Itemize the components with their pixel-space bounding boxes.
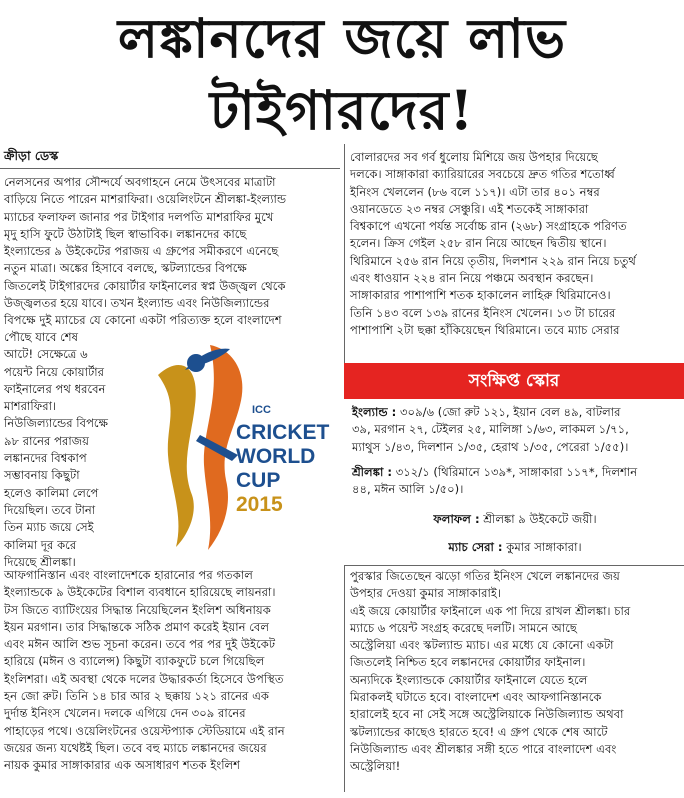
article-line: এই জয়ে কোয়ার্টার ফাইনালে এক পা দিয়ে রাখল শ্রীলঙ্কা। চার <box>350 603 631 618</box>
headline-line-1: লঙ্কানদের জয়ে লাভ <box>117 6 567 70</box>
article-line: উপহার দেওয়া কুমার সাঙ্গাকারাই। <box>350 586 502 601</box>
article-line: ইনিংস খেললেন (৮৬ বলে ১১৭)। এটা তার ৪০১ নম্বর <box>350 184 600 199</box>
scorecard-result <box>352 511 678 528</box>
article-line: ম্যাচে ৬ পয়েন্ট সংগ্রহ করেছে দলটি। সামনে আছে <box>350 620 577 635</box>
article-line: ইংলিশরা। এই অবস্থা থেকে দলের উদ্ধারকর্তা হিসেবে উপস্থিত <box>4 671 284 686</box>
article-line: নায়ক কুমার সাঙ্গাকারার এক অসাধারণ শতক ইংলিশ <box>4 758 241 773</box>
article-line: পাহাড়ের পথে। ওয়েলিংটনের ওয়েস্টপ্যাক স্টেডিয়ামে এই রান <box>4 723 285 738</box>
srilanka-label: শ্রীলঙ্কা : <box>352 465 392 479</box>
article-line: হন জো রুট। তিনি ১৪ চার আর ২ ছক্কায় ১২১ রানের এক <box>4 689 270 704</box>
batsman-figure-gold <box>158 365 196 547</box>
article-line: দিয়েছে শ্রীলঙ্কা। <box>4 554 76 569</box>
england-line-2: ৩৯, মরগান ২৭, টেইলর ২৫, মালিঙ্গা ১/৬৩, লাকমল ১/৭১, <box>352 422 629 437</box>
article-line: নিউজিল্যান্ড এবং শ্রীলঙ্কার সঙ্গী হতে পারে বাংলাদেশ এবং <box>350 741 617 756</box>
column-divider-bottom <box>344 566 345 792</box>
article-line: তিনি ১৪৩ বলে ১৩৯ রানের ইনিংস খেলেন। ১৩ টা চারের <box>350 305 616 320</box>
left-column-top <box>4 174 340 330</box>
article-line: অস্ট্রেলিয়া এবং স্কটল্যান্ড ম্যাচ। এর মধ্যে যে কোনো একটা <box>350 638 614 653</box>
article-line: মৃদু হাসি ফুটে উঠাটাই ছিল স্বাভাবিক। লঙ্কানদের কাছে <box>4 226 247 241</box>
left-column-bottom <box>4 567 340 775</box>
england-line-3: ম্যাথুস ১/৪৩, দিলশান ১/৩৫, হেরাথ ১/৩৫, পেরেরা ১/৫৫)। <box>352 439 629 454</box>
scorecard-header: সংক্ষিপ্ত স্কোর <box>344 363 684 399</box>
article-line: নিউজিল্যান্ডের বিপক্ষে <box>4 416 108 431</box>
article-line: দিয়েছিল। তবে টানা <box>4 502 96 517</box>
article-line: লঙ্কানদের বিশ্বকাপ <box>4 451 87 466</box>
batsman-head <box>187 354 205 372</box>
logo-year: 2015 <box>236 493 283 516</box>
article-line: সম্ভাবনায় কিছুটা <box>4 468 80 483</box>
right-column-bottom <box>350 568 680 776</box>
right-column-top <box>350 149 680 339</box>
article-line: উজ্জ্বলতর হয়ে যাবে। তখন ইংল্যান্ড এবং নিউজিল্যান্ডের <box>4 296 270 311</box>
logo-line-3: CUP <box>236 469 281 492</box>
article-line: ইংল্যান্ডের ৯ উইকেটের পরাজয় এ গ্রুপের সমীকরণে এনেছে <box>4 244 279 259</box>
article-line: মিরাকলই ঘটাতে হবে। বাংলাদেশ এবং আফগানিস্তানকে <box>350 690 602 705</box>
article-line: জয়ের জন্য যথেষ্টই ছিল। তবে বহু ম্যাচে লঙ্কানদের জয়ের <box>4 740 267 755</box>
byline-rule <box>0 168 340 169</box>
article-line: অস্ট্রেলিয়া! <box>350 759 401 774</box>
article-line: জিতলেই নিশ্চিত হবে লঙ্কানদের কোয়ার্টার ফাইনাল। <box>350 655 586 670</box>
srilanka-line-2: ৪৪, মঈন আলি ১/৫০)। <box>352 482 464 497</box>
article-line: কালিমা দূর করে <box>4 537 77 552</box>
article-line: স্কটল্যান্ডের কাছেও হারতে হবে! এ গ্রুপ থেকে শেষ আটে <box>350 724 608 739</box>
byline: ক্রীড়া ডেস্ক <box>4 148 59 163</box>
logo-line-2: WORLD <box>236 445 316 468</box>
article-line: হলেও কালিমা লেপে <box>4 485 99 500</box>
result-label: ফলাফল : <box>433 512 480 526</box>
article-line: আফগানিস্তান এবং বাংলাদেশকে হারানোর পর গতকাল <box>4 568 253 582</box>
article-line: ম্যাচের ফলাফল জানার পর টাইগার দলপতি মাশরাফির মুখে <box>4 209 274 224</box>
logo-line-1: CRICKET <box>236 421 330 444</box>
cricket-world-cup-logo <box>140 335 340 563</box>
article-line: টস জিতে ব্যাটিংয়ের সিদ্ধান্ত নিয়েছিলেন ইংলিশ অধিনায়ক <box>4 602 271 617</box>
article-line: বিপক্ষে দুই ম্যাচের যে কোনো একটা পরিত্যক্ত হলে বাংলাদেশ <box>4 313 282 328</box>
article-line: বোলারদের সব গর্ব ধুলোয় মিশিয়ে জয় উপহার দিয়েছে <box>350 150 598 164</box>
england-line-1: ৩০৯/৬ (জো রুট ১২১, ইয়ান বেল ৪৯, বাটলার <box>400 405 621 419</box>
scorecard-bottom-rule <box>344 565 684 566</box>
article-line: পৌছে যাবে শেষ <box>4 330 79 344</box>
england-label: ইংল্যান্ড : <box>352 405 397 419</box>
article-line: দলকে। সাঙ্গাকারা ক্যারিয়ারের সবচেয়ে দ্রুত গতির শতোর্ধ্ব <box>350 167 615 182</box>
left-column-narrow <box>4 329 134 571</box>
article-line: তিন ম্যাচ জয়ে সেই <box>4 520 94 535</box>
article-line: দুর্দান্ত ইনিংস খেলেন। দলকে এগিয়ে দেন ৩০৯ রানের <box>4 706 246 721</box>
scorecard-srilanka <box>352 464 678 499</box>
srilanka-line-1: ৩১২/১ (থিরিমানে ১৩৯*, সাঙ্গাকারা ১১৭*, দিলশান <box>395 465 638 479</box>
article-line: এবং ধাওয়ান ২২৪ রান নিয়ে পঞ্চমে অবস্থান করছেন। <box>350 271 594 286</box>
article-line: থিরিমানে ২৫৬ রান নিয়ে তৃতীয়, দিলশান ২২৯ রান নিয়ে চতুর্থ <box>350 253 636 268</box>
mom-label: ম্যাচ সেরা : <box>448 540 503 554</box>
logo-icc: ICC <box>252 404 271 416</box>
article-line: হারিয়ে (মঈন ও ব্যালেন্স) কিছুটা ব্যাকফুটে চলে গিয়েছিল <box>4 654 265 669</box>
scorecard-england <box>352 404 678 456</box>
article-line: ওয়ানডেতে ২৩ নম্বর সেঞ্চুরি। এই শতকেই সাঙ্গাকারা <box>350 201 589 216</box>
column-divider-top <box>344 144 345 363</box>
article-line: হারালেই হবে না সেই সঙ্গে অস্ট্রেলিয়াকে নিউজিল্যান্ড অথবা <box>350 707 624 722</box>
article-line: নতুন মাত্রা। অঙ্কের হিসাবে বলছে, স্কটল্যান্ডের বিপক্ষে <box>4 261 247 276</box>
article-line: ইংল্যান্ডকে ৯ উইকেটের বিশাল ব্যবধানে হারিয়েছে লায়নরা। <box>4 585 276 600</box>
article-line: ৯৮ রানের পরাজয় <box>4 433 89 448</box>
result-value: শ্রীলঙ্কা ৯ উইকেটে জয়ী। <box>483 512 597 526</box>
mom-value: কুমার সাঙ্গাকারা। <box>506 540 582 554</box>
article-line: মাশরাফিরা। <box>4 399 57 414</box>
article-line: হলেন। ক্রিস গেইল ২৫৮ রান নিয়ে আছেন দ্বিতীয় স্থানে। <box>350 236 607 251</box>
article-line: এবং মঈন আলি শুভ সূচনা করেন। তবে পর পর দুই উইকেট <box>4 637 276 652</box>
article-line: ইয়ন মরগান। তার সিদ্ধান্তকে সঠিক প্রমাণ করেই ইয়ান বেল <box>4 619 270 634</box>
article-line: নেলসনের অপার সৌন্দর্যে অবগাহনে নেমে উৎসবের মাত্রাটা <box>4 175 276 189</box>
article-line: পয়েন্ট নিয়ে কোয়ার্টার <box>4 364 104 379</box>
article-line: জিতলেই টাইগারদের কোয়ার্টার ফাইনালের স্বপ্ন উজ্জ্বল থেকে <box>4 278 286 293</box>
scorecard-man-of-match <box>352 539 678 556</box>
article-line: পুরস্কার জিতেছেন ঝড়ো গতির ইনিংস খেলে লঙ্কানদের জয় <box>350 569 620 583</box>
article-line: পাশাপাশি ২টা ছক্কা হাঁকিয়েছেন থিরিমানে। তবে ম্যাচ সেরার <box>350 322 620 337</box>
article-line: বিশ্বকাপে এখনো পর্যন্ত সর্বোচ্চ রান (২৬৮) সংগ্রাহকে পরিণত <box>350 219 627 234</box>
article-line: বাড়িয়ে নিতে পারেন মাশরাফিরা। ওয়েলিংটনে শ্রীলঙ্কা-ইংল্যান্ড <box>4 192 287 207</box>
article-line: ফাইনালের পথ ধরবেন <box>4 381 106 396</box>
article-line: সাঙ্গাকারার পাশাপাশি শতক হাকালেন লাহিরু থিরিমানেও। <box>350 288 611 303</box>
article-line: আটে! সেক্ষেত্রে ৬ <box>4 347 88 362</box>
headline-line-2: টাইগারদের! <box>209 78 475 142</box>
article-line: অন্যদিকে ইংল্যান্ডকে কোয়ার্টার ফাইনালে যেতে হলে <box>350 672 588 687</box>
